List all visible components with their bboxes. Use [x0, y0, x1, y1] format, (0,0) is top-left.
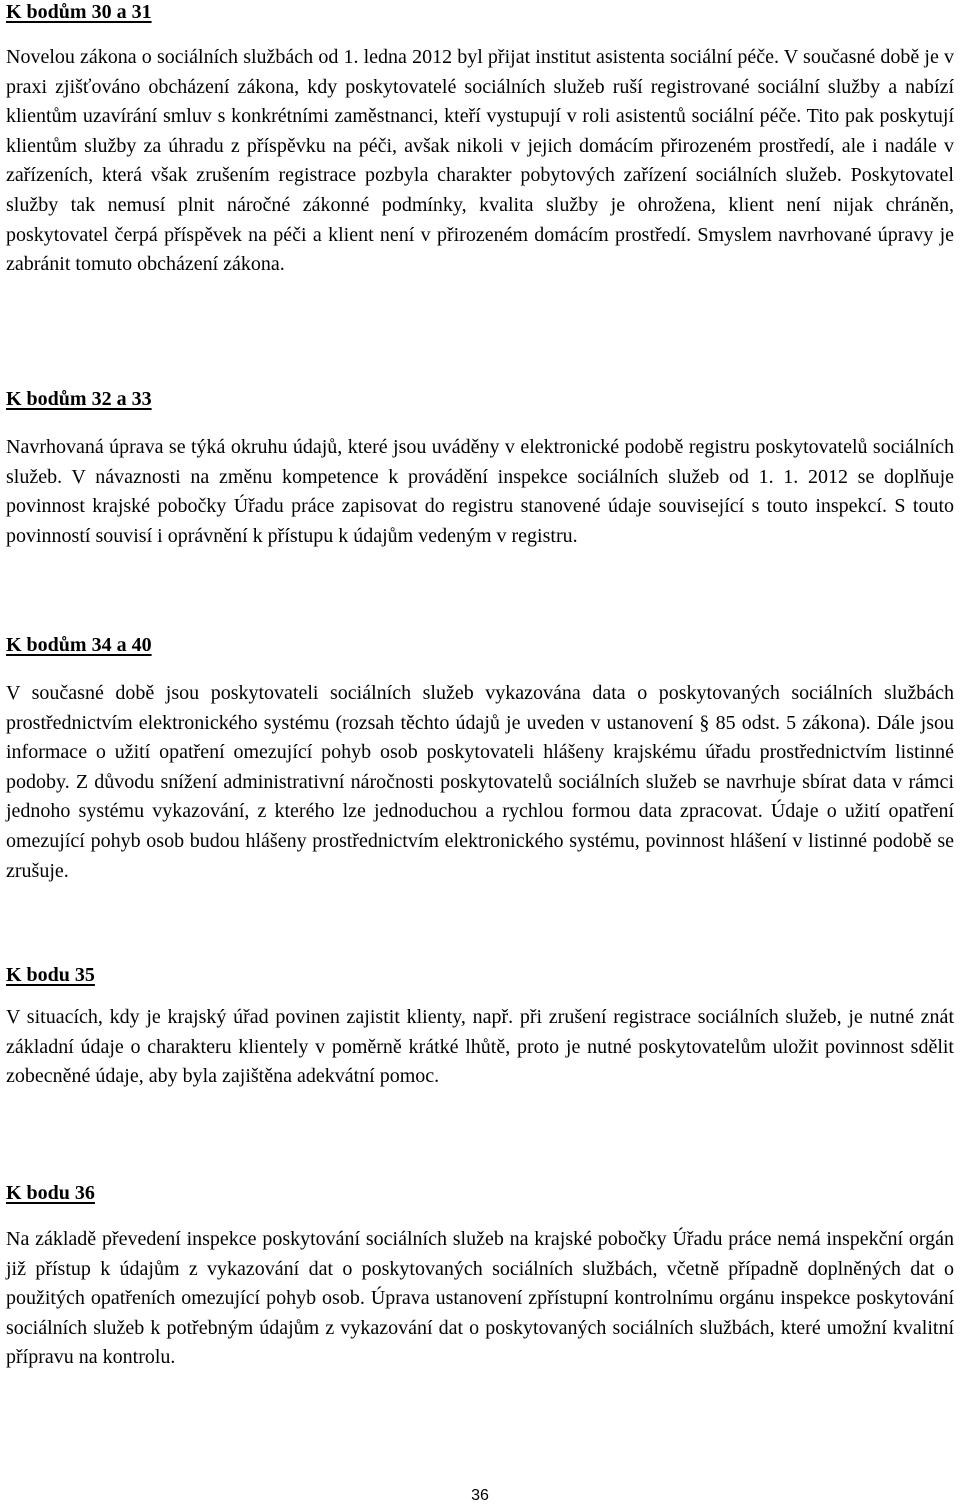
section-heading: K bodu 36 — [6, 1182, 95, 1204]
section-heading: K bodům 32 a 33 — [6, 388, 152, 410]
section-paragraph: Navrhovaná úprava se týká okruhu údajů, které jsou uváděny v elektronické podobě registru poskytovatelů sociálních služeb. V návaznosti na změnu kompetence k provádění inspekce sociálních služeb od 1. 1. 2012 se doplňuje povinnost krajské pobočky Úřadu práce zapisovat do registru stanovené údaje související s touto inspekcí. S touto povinností souvisí i oprávnění k přístupu k údajům vedeným v registru. — [6, 436, 954, 547]
section-heading: K bodům 30 a 31 — [6, 1, 152, 23]
section-paragraph: Na základě převedení inspekce poskytování sociálních služeb na krajské pobočky Úřadu práce nemá inspekční orgán již přístup k údajům z vykazování dat o poskytovaných sociálních službách, včetně případně doplněných dat o použitých opatřeních omezující pohyb osob. Úprava ustanovení zpřístupní kontrolnímu orgánu inspekce poskytování sociálních služeb k potřebným údajům z vykazování dat o poskytovaných sociálních službách, které umožní kvalitní přípravu na kontrolu. — [6, 1228, 954, 1369]
section-paragraph: V současné době jsou poskytovateli sociálních služeb vykazována data o poskytovaných sociálních službách prostřednictvím elektronického systému (rozsah těchto údajů je uveden v ustanovení § 85 odst. 5 zákona). Dále jsou informace o užití opatření omezující pohyb osob poskytovateli hlášeny krajskému úřadu prostřednictvím listinné podoby. Z důvodu snížení administrativní náročnosti poskytovatelů sociálních služeb se navrhuje sbírat data v rámci jednoho systému vykazování, z kterého lze jednoduchou a rychlou formou data zpracovat. Údaje o užití opatření omezující pohyb osob budou hlášeny prostřednictvím elektronického systému, povinnost hlášení v listinné podobě se zrušuje. — [6, 682, 954, 882]
section-paragraph: V situacích, kdy je krajský úřad povinen zajistit klienty, např. při zrušení registrace sociálních služeb, je nutné znát základní údaje o charakteru klientely v poměrně krátké lhůtě, proto je nutné poskytovatelům uložit povinnost sdělit zobecněné údaje, aby byla zajištěna adekvátní pomoc. — [6, 1006, 954, 1088]
section-heading: K bodům 34 a 40 — [6, 634, 152, 656]
section-heading: K bodu 35 — [6, 964, 95, 986]
section-paragraph: Novelou zákona o sociálních službách od 1. ledna 2012 byl přijat institut asistenta sociální péče. V současné době je v praxi zjišťováno obcházení zákona, kdy poskytovatelé sociálních služeb ruší registrované sociální služby a nabízí klientům uzavírání smluv s konkrétními zaměstnanci, kteří vystupují v roli asistentů sociální péče. Tito pak poskytují klientům služby za úhradu z příspěvku na péči, avšak nikoli v jejich domácím přirozeném prostředí, ale i nadále v zařízeních, která však zrušením registrace pozbyla charakter pobytových zařízení sociálních služeb. Poskytovatel služby tak nemusí plnit náročné zákonné podmínky, kvalita služby je ohrožena, klient není nijak chráněn, poskytovatel čerpá příspěvek na péči a klient není v přirozeném domácím prostředí. Smyslem navrhované úpravy je zabránit tomuto obcházení zákona. — [6, 46, 954, 276]
page-number: 36 — [471, 1487, 489, 1504]
